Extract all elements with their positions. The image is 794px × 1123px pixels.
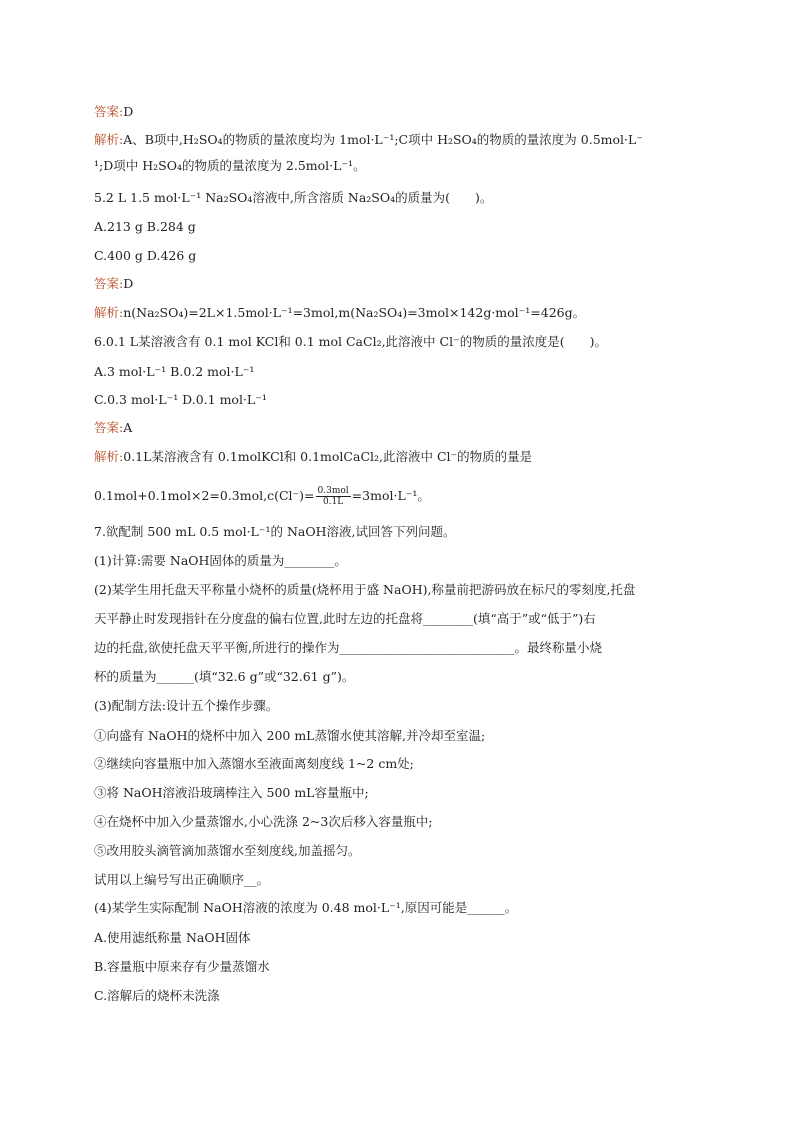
calculation-prefix: 0.1mol+0.1mol×2=0.3mol,c(Cl⁻)= [94,488,315,503]
answer-label: 答案: [94,276,124,291]
answer-label: 答案: [94,420,124,435]
step-4: ④在烧杯中加入少量蒸馏水,小心洗涤 2~3次后移入容量瓶中; [94,814,433,829]
analysis-line [94,132,714,148]
analysis-line [94,449,714,465]
fraction-denominator: 0.1L [322,497,344,507]
question-7-part-4: (4)某学生实际配制 NaOH溶液的浓度为 0.48 mol·L⁻¹,原因可能是______。 [94,900,518,915]
analysis-text: 0.1L某溶液含有 0.1molKCl和 0.1molCaCl₂,此溶液中 Cl⁻的物质的量是 [123,449,533,464]
step-2: ②继续向容量瓶中加入蒸馏水至液面离刻度线 1~2 cm处; [94,756,414,771]
question-7-part-2-line-3: 边的托盘,欲使托盘天平平衡,所进行的操作为____________________________。最终称量小烧 [94,640,602,655]
question-7: 7.欲配制 500 mL 0.5 mol·L⁻¹的 NaOH溶液,试回答下列问题。 [94,524,456,539]
fraction-numerator: 0.3mol [317,486,349,496]
question-5-options-cd: C.400 g D.426 g [94,248,197,263]
answer-label: 答案: [94,104,124,119]
calculation-result: =3mol·L⁻¹。 [351,488,430,503]
step-1: ①向盛有 NaOH的烧杯中加入 200 mL蒸馏水使其溶解,并冷却至室温; [94,728,486,743]
analysis-calculation [94,484,714,508]
answer-line [94,420,714,436]
analysis-text: n(Na₂SO₄)=2L×1.5mol·L⁻¹=3mol,m(Na₂SO₄)=3mol×142g·mol⁻¹=426g。 [123,305,586,320]
question-7-part-1: (1)计算:需要 NaOH固体的质量为________。 [94,553,347,568]
answer-line [94,276,714,292]
question-6-options-ab: A.3 mol·L⁻¹ B.0.2 mol·L⁻¹ [94,364,255,379]
question-7-part-2-line-1: (2)某学生用托盘天平称量小烧杯的质量(烧杯用于盛 NaOH),称量前把游码放在标尺的零刻度,托盘 [94,582,636,597]
question-6: 6.0.1 L某溶液含有 0.1 mol KCl和 0.1 mol CaCl₂,此溶液中 Cl⁻的物质的量浓度是( )。 [94,334,607,349]
question-6-options-cd: C.0.3 mol·L⁻¹ D.0.1 mol·L⁻¹ [94,392,267,407]
fraction [316,486,351,507]
answer-line [94,104,714,120]
question-5-options-ab: A.213 g B.284 g [94,219,196,234]
option-b: B.容量瓶中原来存有少量蒸馏水 [94,959,270,974]
step-5: ⑤改用胶头滴管滴加蒸馏水至刻度线,加盖摇匀。 [94,843,361,858]
analysis-line [94,305,714,321]
analysis-label: 解析: [94,449,124,464]
answer-text: D [123,104,134,119]
analysis-label: 解析: [94,305,124,320]
question-7-part-2-line-2: 天平静止时发现指针在分度盘的偏右位置,此时左边的托盘将________(填“高于”或“低于”)右 [94,611,596,626]
answer-text: A [123,420,133,435]
question-7-part-3: (3)配制方法:设计五个操作步骤。 [94,698,279,713]
question-7-part-2-line-4: 杯的质量为______(填“32.6 g”或“32.61 g”)。 [94,669,355,684]
answer-text: D [123,276,134,291]
analysis-continuation: ¹;D项中 H₂SO₄的物质的量浓度为 2.5mol·L⁻¹。 [94,158,366,173]
analysis-text: A、B项中,H₂SO₄的物质的量浓度均为 1mol·L⁻¹;C项中 H₂SO₄的物质的量浓度为 0.5mol·L⁻ [123,132,643,147]
question-5: 5.2 L 1.5 mol·L⁻¹ Na₂SO₄溶液中,所含溶质 Na₂SO₄的质量为( )。 [94,190,493,205]
analysis-label: 解析: [94,132,124,147]
option-a: A.使用滤纸称量 NaOH固体 [94,930,251,945]
order-question: 试用以上编号写出正确顺序__。 [94,872,270,887]
step-3: ③将 NaOH溶液沿玻璃棒注入 500 mL容量瓶中; [94,785,369,800]
option-c: C.溶解后的烧杯未洗涤 [94,988,220,1003]
